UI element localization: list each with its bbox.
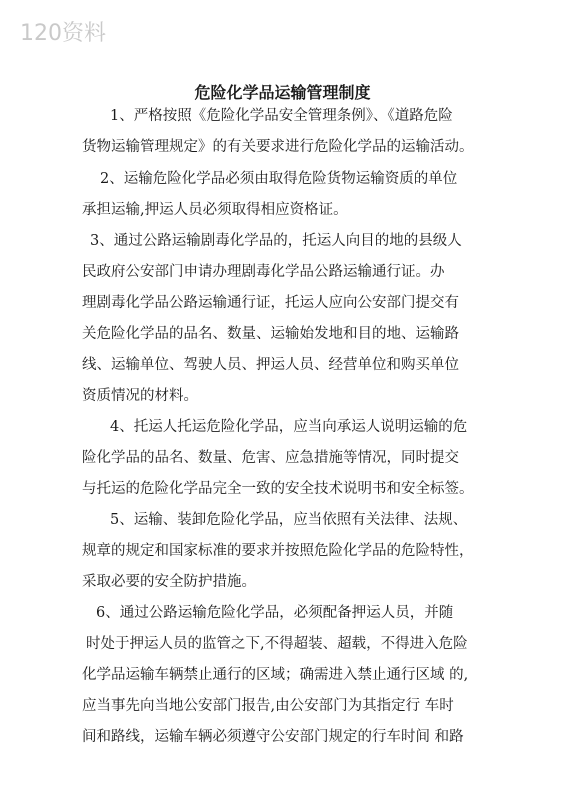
page-title: 危险化学品运输管理制度 [194, 83, 371, 102]
text-line: 4、托运人托运危险化学品，应当向承运人说明运输的危 [110, 419, 468, 435]
text-line: 货物运输管理规定》的有关要求进行危险化学品的运输活动。 [82, 139, 474, 155]
text-line: 理剧毒化学品公路运输通行证，托运人应向公安部门提交有 [82, 295, 459, 311]
text-line: 资质情况的材料。 [82, 388, 198, 404]
text-line: 化学品运输车辆禁止通行的区域；确需进入禁止通行区域 的, [82, 667, 469, 683]
watermark: 120资料 [20, 21, 106, 46]
text-line: 时处于押运人员的监管之下,不得超装、超载，不得进入危险 [86, 636, 468, 652]
text-line: 与托运的危险化学品完全一致的安全技术说明书和安全标签。 [82, 481, 474, 497]
text-line: 1、严格按照《危险化学品安全管理条例》、《道路危险 [110, 108, 453, 124]
text-line: 6、通过公路运输危险化学品，必须配备押运人员，并随 [96, 605, 454, 621]
text-line: 采取必要的安全防护措施。 [82, 574, 256, 590]
text-line: 应当事先向当地公安部门报告,由公安部门为其指定行 车时 [82, 698, 454, 714]
text-line: 民政府公安部门申请办理剧毒化学品公路运输通行证。办 [82, 264, 445, 280]
text-line: 险化学品的品名、数量、危害、应急措施等情况，同时提交 [82, 450, 459, 466]
text-line: 3、通过公路运输剧毒化学品的，托运人向目的地的县级人 [90, 233, 462, 249]
text-line: 5、运输、装卸危险化学品，应当依照有关法律、法规、 [110, 512, 468, 528]
text-line: 2、运输危险化学品必须由取得危险货物运输资质的单位 [100, 171, 458, 187]
text-line: 承担运输,押运人员必须取得相应资格证。 [82, 202, 348, 218]
text-line: 关危险化学品的品名、数量、运输始发地和目的地、运输路 [82, 326, 459, 342]
text-line: 间和路线，运输车辆必须遵守公安部门规定的行车时间 和路 [82, 729, 464, 745]
text-line: 规章的规定和国家标准的要求并按照危险化学品的危险特性， [82, 543, 474, 559]
text-line: 线、运输单位、驾驶人员、押运人员、经营单位和购买单位 [82, 357, 459, 373]
